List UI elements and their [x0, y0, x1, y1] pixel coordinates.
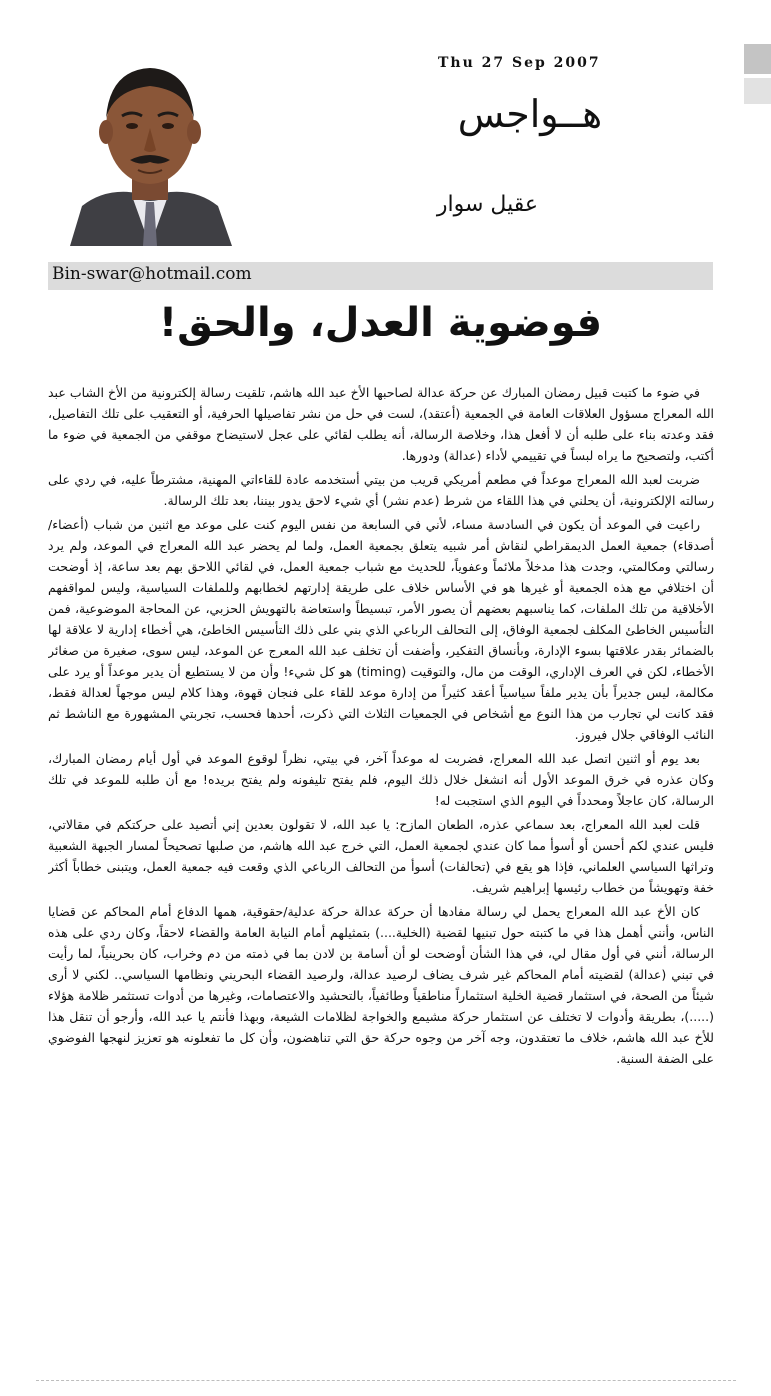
article-paragraph: كان الأخ عبد الله المعراج يحمل لي رسالة مفادها أن حركة عدالة حركة عدلية/حقوقية، همها الدفاع أمام المحاكم عن قضايا الناس، وأنني أهمل هذا في ما كتبته حول تبنيها لقضية (الخلية....) بتمثيلهم أمام النيابة العامة والقضاء لاحقاً، وكان ردي على هذه الرسالة، أنني في أول مقال لي، في هذا الشأن أوضحت لو أن أسامة بن لادن بما في ذمته من دم وخراب، كان بحرينياً، لما رأيت في تبني (عدالة) لقضيته أمام المحاكم غير شرف يضاف لرصيد عدالة، ولرصيد القضاء البحريني ونظامها السياسي.. لكني لا أرى شيئاً من الصحة، في استثمار قضية الخلية استثماراً مناطقياً وطائفياً، بالتحشيد والاعتصامات، وغيرها من أدوات تستثمر ظلامة هؤلاء (.....)، بطريقة وأدوات لا تختلف عن استثمار حركة مشيمع والخواجة لظلامات الشيعة، وبهذا فأنتم يا عبد الله، وأرجو أن تنقل هذا للأخ عبد الله هاشم، خلاف ما تعتقدون، وجه آخر من وجوه حركة حق التي تناهضون، وأن كل ما تفعلونه هو تعزيز لنهجها الفوضوي على الضفة السنية.: [48, 904, 714, 1066]
email-bar: [48, 262, 713, 290]
bottom-divider: [36, 1380, 736, 1382]
author-email: Bin-swar@hotmail.com: [52, 264, 252, 284]
sidebar-decoration-bottom: [744, 78, 771, 104]
sidebar-decoration-top: [744, 44, 771, 74]
article-title: فوضوية العدل، والحق!: [158, 300, 603, 346]
article-body: [48, 382, 714, 1372]
article-paragraph: راعيت في الموعد أن يكون في السادسة مساء، لأني في السابعة من نفس اليوم كنت على موعد مع اثنين من شباب (أعضاء/أصدقاء) جمعية العمل الديمقراطي لنقاش أمر شبيه يتعلق بجمعية العمل، ولما لم يحضر عبد الله المعراج في الموعد، ولم يرد رسالتي ومكالمتي، وجدت هذا مدخلاً ملائماً وعفوياً، للحديث مع شباب جمعية العمل، في لقائي اللاحق بهم بعد ساعة، إذ أوضحت أن اختلافي مع هذه الجمعية أو غيرها هو في الأساس خلاف على طريقة إدارتهم لخطابهم وللملفات السياسية، وليس لمواقفهم الأخلاقية من تلك الملفات، كما يناسبهم بعضهم أن يصور الأمر، تبسيطاً واستعاضة بالتهويش الحزبي، عن المحاجة الموضوعية، فمن التأسيس الخاطئ المكلف لجمعية الوفاق، إلى التحالف الرباعي الذي بني على ذلك التأسيس الخاطئ، هي أخطاء إدارية لا علاقة لها بالضمائر بقدر علاقتها بسوء الإدارة، وبأنساق التفكير، وأضفت أن تخلف عبد الله المعرج عن الموعد، ليس سوى، صغيرة من صغائر الأخطاء، لكن في العرف الإداري، الوقت من مال، والتوقيت (timing) هو كل شيء! وأن من لا يستطيع أن يدير موعداً أو يرد على مكالمة، ليس جديراً بأن يدير ملفاً سياسياً أعقد كثيراً من إدارة موعد للقاء على فنجان قهوة، وهذا كلام ليس موجهاً لعدالة فقط، فقد كانت لي تجارب من هذا النوع مع أشخاص في الجمعيات الثلاث التي ذكرت، أحدها فحسب، تجربتي المشهورة مع الناشط ثم النائب الوفاقي جلال فيروز.: [48, 517, 714, 742]
article-paragraph: بعد يوم أو اثنين اتصل عبد الله المعراج، فضربت له موعداً آخر، في بيتي، نظراً لوقوع الموعد في أول أيام رمضان المبارك، وكان عذره في خرق الموعد الأول أنه انشغل خلال ذلك اليوم، فلم يفتح تليفونه ولم يفتح بريده! مع أن طلبه للموعد في تلك الرسالة، كان عاجلاً ومحدداً في اليوم الذي استجبت له!: [48, 751, 714, 808]
article-paragraph: ضربت لعبد الله المعراج موعداً في مطعم أمريكي قريب من بيتي أستخدمه عادة للقاءاتي المهنية، مشترطاً عليه، في ردي على رسالته الإلكترونية، أن يحلني في هذا اللقاء من شرط (عدم نشر) أي شيء لاحق يدور بيننا، بعد تلك الرسالة.: [48, 472, 714, 508]
author-photo: [60, 46, 240, 246]
author-portrait-image: [60, 46, 240, 246]
article-paragraph: في ضوء ما كتبت قبيل رمضان المبارك عن حركة عدالة لصاحبها الأخ عبد الله هاشم، تلقيت رسالة إلكترونية من الأخ الشاب عبد الله المعراج مسؤول العلاقات العامة في الجمعية (أعتقد)، لست في حل من نشر تفاصيلها الحرفية، أو التعقيب على تلك التفاصيل، فقد وعدته بناء على طلبه أن لا أفعل هذا، وخلاصة الرسالة، أنه يطلب لقائي على عجل لاستيضاح موقفي من الجمعية في ضوء ما أكتب، ولتصحيح ما يراه لبساً في تقييمي لأداء (عدالة) ودورها.: [48, 385, 714, 463]
author-name: عقيل سوار: [436, 192, 538, 217]
article-paragraph: قلت لعبد الله المعراج، بعد سماعي عذره، الطعان المازح: يا عبد الله، لا تقولون بعدين إني أتصيد على حركتكم في مقالاتي، فليس عندي لكم أحسن أو أسوأ مما كان عندي لجمعية العمل، التي خرج عبد الله هاشم، من صلبها تصحيحاً لمسار الجبهة الشعبية وتراثها السياسي العلماني، فإذا هو يقع في (تحالفات) أسوأ من التحالف الرباعي الذي وقعت فيه جمعية العمل، ويتبنى خطاباً أكثر خفة وتهويشاً من خطاب رئيسها إبراهيم شريف.: [48, 817, 714, 895]
issue-date: Thu 27 Sep 2007: [438, 55, 601, 71]
column-name: هــواجس: [457, 92, 603, 136]
